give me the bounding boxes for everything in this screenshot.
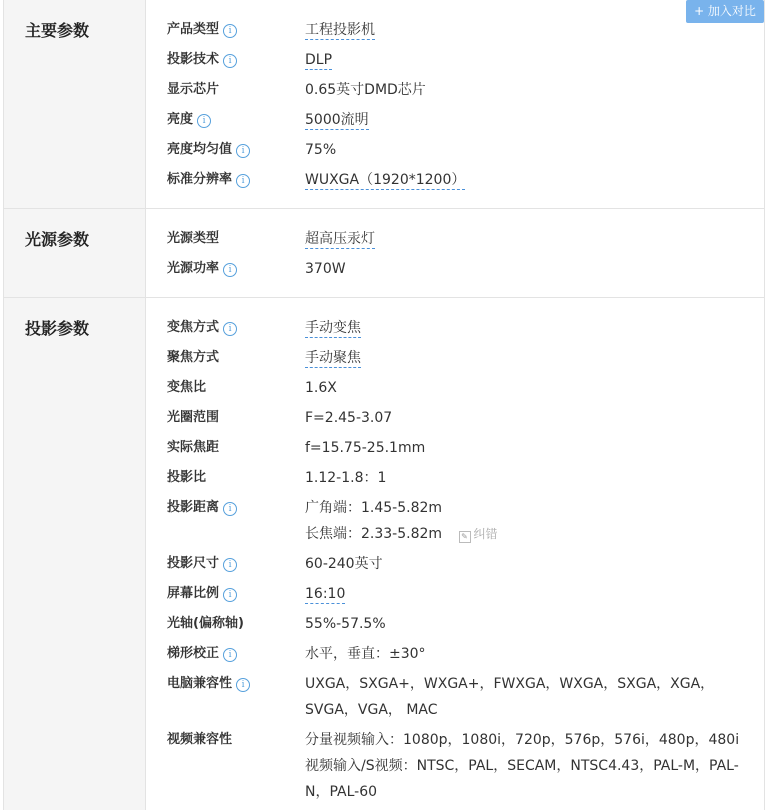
spec-value: 55%-57.5% <box>305 616 386 632</box>
spec-value[interactable]: 5000流明 <box>305 112 369 128</box>
spec-label: 标准分辨率 i <box>167 171 250 189</box>
spec-label: 梯形校正 i <box>167 645 237 663</box>
spec-value: 370W <box>305 261 346 277</box>
edit-icon: ✎ <box>459 531 471 543</box>
spec-value[interactable]: 工程投影机 <box>305 22 375 38</box>
section-header-cell <box>4 209 146 297</box>
spec-value-tele: 长焦端：2.33-5.82m ✎ 纠错 <box>305 526 498 542</box>
spec-value: f=15.75-25.1mm <box>305 440 426 456</box>
spec-value: 1.12-1.8：1 <box>305 470 387 486</box>
section-projection-params <box>4 298 764 810</box>
spec-value: 水平，垂直：±30° <box>305 646 426 662</box>
spec-label: 投影比 <box>167 470 207 485</box>
section-main-params <box>4 0 764 209</box>
spec-value: F=2.45-3.07 <box>305 410 393 426</box>
spec-value[interactable]: DLP <box>305 52 333 68</box>
spec-value: 60-240英寸 <box>305 556 383 572</box>
info-icon[interactable]: i <box>223 558 237 572</box>
section-title: 投影参数 <box>25 319 90 338</box>
spec-label: 亮度均匀值 i <box>167 141 250 159</box>
info-icon[interactable]: i <box>236 678 250 692</box>
spec-value[interactable]: 16:10 <box>305 586 346 602</box>
spec-label: 显示芯片 <box>167 82 220 97</box>
add-compare-button[interactable]: + 加入对比 <box>686 0 764 23</box>
info-icon[interactable]: i <box>223 54 237 68</box>
spec-value: 分量视频输入：1080p，1080i，720p，576p，576i，480p，480i 视频输入/S视频：NTSC，PAL，SECAM，NTSC4.43，PAL-M，PAL-N，PAL-60 <box>305 732 740 800</box>
section-header-cell <box>4 298 146 810</box>
spec-label: 光轴(偏称轴) <box>167 616 244 631</box>
spec-label: 投影尺寸 i <box>167 555 237 573</box>
info-icon[interactable]: i <box>223 322 237 336</box>
spec-label: 聚焦方式 <box>167 350 220 365</box>
spec-value-wide: 广角端：1.45-5.82m <box>305 500 443 516</box>
section-light-source <box>4 209 764 298</box>
info-icon[interactable]: i <box>197 114 211 128</box>
section-title: 主要参数 <box>25 21 90 40</box>
spec-label: 投影技术 i <box>167 51 237 69</box>
spec-label: 产品类型 i <box>167 21 237 39</box>
info-icon[interactable]: i <box>223 263 237 277</box>
spec-label: 变焦比 <box>167 380 207 395</box>
spec-label: 投影距离 i <box>167 499 237 517</box>
spec-value[interactable]: 手动变焦 <box>305 320 361 336</box>
spec-value[interactable]: 超高压汞灯 <box>305 231 375 247</box>
spec-value[interactable]: WUXGA（1920*1200） <box>305 172 466 188</box>
spec-value: 0.65英寸DMD芯片 <box>305 82 426 98</box>
spec-label: 实际焦距 <box>167 440 220 455</box>
info-icon[interactable]: i <box>236 174 250 188</box>
info-icon[interactable]: i <box>236 144 250 158</box>
spec-label: 视频兼容性 <box>167 732 233 747</box>
correction-link[interactable]: ✎ 纠错 <box>459 527 498 541</box>
spec-label: 电脑兼容性 i <box>167 675 250 693</box>
spec-label: 光圈范围 <box>167 410 220 425</box>
spec-label: 光源功率 i <box>167 260 237 278</box>
info-icon[interactable]: i <box>223 588 237 602</box>
spec-label: 屏幕比例 i <box>167 585 237 603</box>
spec-value: 1.6X <box>305 380 337 396</box>
spec-table <box>3 0 765 810</box>
info-icon[interactable]: i <box>223 24 237 38</box>
spec-value: 75% <box>305 142 337 158</box>
section-title: 光源参数 <box>25 230 90 249</box>
spec-label: 亮度 i <box>167 111 211 129</box>
spec-value[interactable]: 手动聚焦 <box>305 350 361 366</box>
spec-label: 变焦方式 i <box>167 319 237 337</box>
info-icon[interactable]: i <box>223 502 237 516</box>
spec-label: 光源类型 <box>167 231 220 246</box>
info-icon[interactable]: i <box>223 648 237 662</box>
section-header-cell <box>4 0 146 208</box>
spec-value: UXGA，SXGA+，WXGA+，FWXGA，WXGA，SXGA，XGA，SVGA，VGA， MAC <box>305 676 715 718</box>
